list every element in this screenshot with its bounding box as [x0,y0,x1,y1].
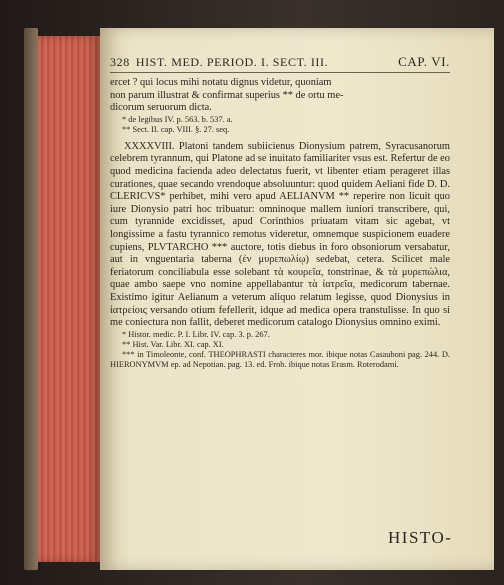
text-line: ercet ? qui locus mihi notatu dignus videtur, quoniam [110,77,332,88]
running-head [110,54,450,73]
footnote: ** Hist. Var. Libr. XI. cap. XI. [122,339,224,349]
running-title: HIST. MED. PERIOD. I. SECT. III. [135,55,329,69]
book-page [100,28,494,570]
catchword: HISTO- [388,528,453,547]
chapter-label: CAP. VI. [398,54,450,69]
footnote: * de legibus IV. p. 563. b. 537. a. [122,114,233,124]
text-line: dicorum seruorum dicta. [110,102,212,114]
section-xxxxviii [110,141,450,330]
text-line: non parum illustrat & confirmat superius ** de ortu me- [110,89,344,101]
footnote: *** in Timoleonte, conf. THEOPHRASTI characteres mor. ibique notas Casauboni pag. 244. D. HIERONYMVM ep. ad Nepotian. pag. 13. ed. Frob. ibique notas Erasm. Roterodami. [110,349,450,369]
footnote: ** Sect. II. cap. VIII. §. 27. seq. [122,124,230,134]
page-text [110,54,450,370]
page-edges [38,36,100,562]
page-number: 328 [110,55,130,69]
book-cover-edge [24,28,38,570]
book [24,28,494,570]
footnote: * Histor. medic. P. I. Libr. IV. cap. 3. p. 267. [122,329,270,339]
section-paragraph: XXXXVIII. Platoni tandem subiicienus Dionysium patrem, Syracusanorum celebrem tyrannum, qui Platone ad se inuitato familiariter vsus est. Refertur de eo quod medicina facienda adeo delectatus fuerit, vt libenter etiam perageret illas curationes, quae secando vrendoque absoluuntur: quod quidem Aeliani fide D. D. CLERICVS* perhibet, mihi vero apud AELIANVM ** reperire non licuit quo iure Dionysio patri hoc tribuatur: omninoque mallem iuniori transcribere, qui, cum tyrannide excidisset, apud Corinthios priuatam vitam sic agebat, vt longissime a fastu tyrannico remotus videretur, omnemque suspicionem euadere cupiens, PLVTARCHO *** auctore, totis diebus in foro obsoniorum versabatur, aut in vnguentaria taberna (ἐν μυρεπωλίῳ) sedebat, cetera. Scilicet male feriatorum conciliabula esse solebant τὰ κουρεῖα, tonstrinae, & τὰ μυρεπώλια, quae ambo saepe vno nomine appellabantur τὰ ἰατρεῖα, medicorum tabernae. Existimo igitur Aelianum a veterum aliquo relatum legisse, quod Dionysius in ἰατρείοις versando otium fefellerit, idque ad medica opera transtulisse. In quo si me coniectura non fallit, deberet medicorum catalogo Dionysius omnino eximi. [110,140,450,329]
